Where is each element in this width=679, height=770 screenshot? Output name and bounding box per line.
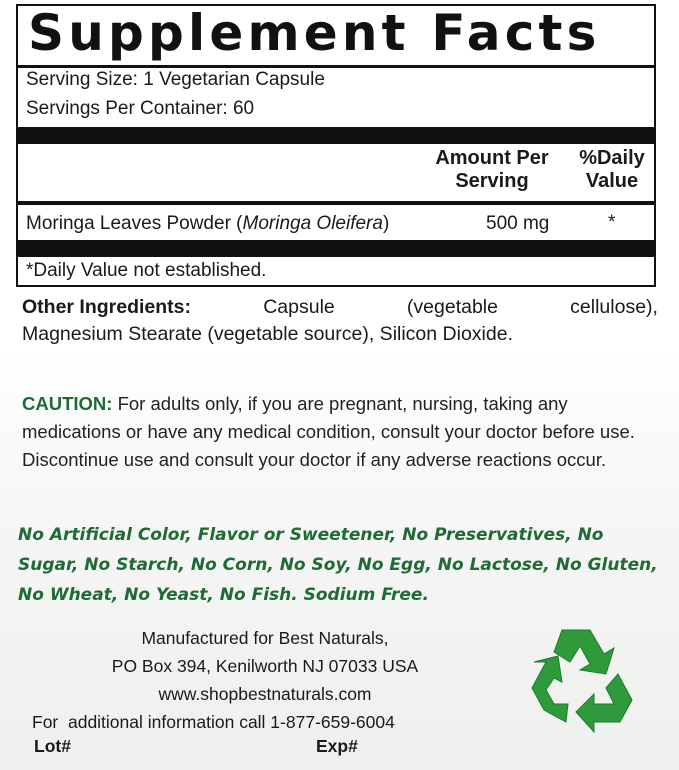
supplement-facts-panel	[16, 4, 656, 287]
ingredient-daily-value: *	[608, 212, 616, 233]
panel-title: Supplement Facts	[28, 4, 601, 62]
manufacturer-info	[20, 624, 510, 736]
title-divider	[18, 65, 654, 68]
header-daily-value: %Daily Value	[579, 147, 645, 192]
other-ingredients	[22, 294, 658, 348]
manufacturer-address: PO Box 394, Kenilworth NJ 07033 USA	[111, 656, 419, 676]
servings-per-container: Servings Per Container: 60	[26, 98, 255, 119]
recycle-icon	[518, 622, 638, 734]
caution-text: CAUTION: For adults only, if you are pregnant, nursing, taking any medications or have any medical condition, consult your doctor before use. Discontinue use and consult your doctor if any adverse reactions occur.	[22, 393, 635, 470]
other-ingredients-line2: Magnesium Stearate (vegetable source), Silicon Dioxide.	[22, 323, 513, 345]
manufacturer-website: www.shopbestnaturals.com	[158, 684, 372, 704]
manufacturer-phone: For additional information call 1-877-659-6004	[32, 712, 395, 732]
ingredient-amount: 500 mg	[486, 213, 550, 234]
ingredient-name: Moringa Leaves Powder (Moringa Oleifera)	[26, 213, 390, 234]
other-ingredients-line1: Other Ingredients: Capsule (vegetable cellulose),	[22, 294, 658, 321]
thick-divider-bottom	[18, 240, 654, 257]
thick-divider-top	[18, 127, 654, 144]
lot-label: Lot#	[34, 736, 71, 756]
free-from-claims: No Artificial Color, Flavor or Sweetener, No Preservatives, No Sugar, No Starch, No Corn, No Soy, No Egg, No Lactose, No Gluten, No Wheat, No Yeast, No Fish. Sodium Free.	[18, 525, 658, 605]
exp-label: Exp#	[316, 736, 358, 756]
ingredient-latin-name: Moringa Oleifera	[242, 213, 383, 234]
header-amount-per-serving: Amount Per Serving	[435, 147, 549, 192]
daily-value-footnote: *Daily Value not established.	[26, 260, 267, 281]
header-divider	[18, 201, 654, 205]
other-ingredients-label: Other Ingredients:	[22, 296, 192, 318]
manufacturer-name: Manufactured for Best Naturals,	[141, 628, 389, 648]
serving-size: Serving Size: 1 Vegetarian Capsule	[26, 69, 325, 90]
caution-label: CAUTION:	[22, 393, 113, 414]
